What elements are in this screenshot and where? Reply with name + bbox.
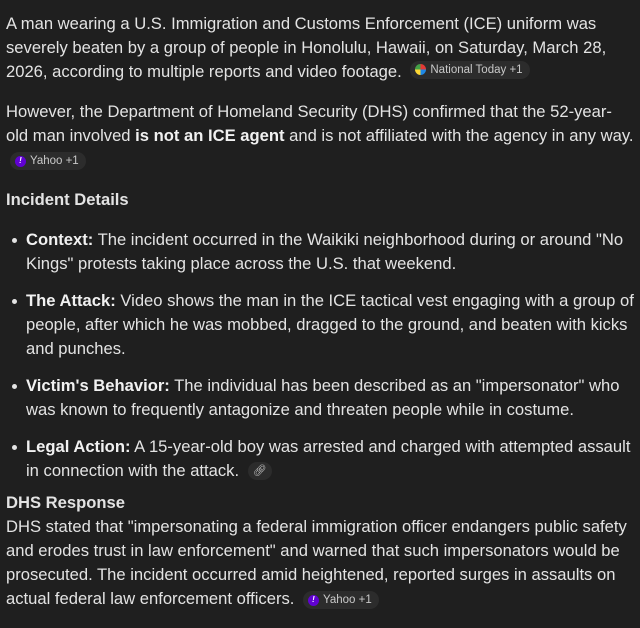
list-item-label: Victim's Behavior:: [26, 376, 170, 395]
dhs-confirm-paragraph: [6, 100, 634, 172]
yahoo-icon: !: [308, 595, 319, 606]
yahoo-icon: !: [15, 156, 26, 167]
source-chip-yahoo[interactable]: [303, 591, 379, 609]
dhs-response-heading: DHS Response: [6, 493, 125, 512]
incident-details-list: [6, 228, 634, 483]
list-item-context: [26, 228, 634, 276]
intro-text: A man wearing a U.S. Immigration and Customs Enforcement (ICE) uniform was severely beaten by a group of people in Honolulu, Hawaii, on Saturday, March 28, 2026, according to multiple reports and video footage.: [6, 14, 607, 81]
intro-paragraph: [6, 12, 634, 84]
list-item-label: Context:: [26, 230, 94, 249]
list-item-text: The incident occurred in the Waikiki neighborhood during or around "No Kings" protests taking place across the U.S. that weekend.: [26, 230, 624, 273]
dhs-response-paragraph: [6, 515, 634, 611]
link-icon: 🔗︎: [252, 465, 267, 477]
list-item-text: Video shows the man in the ICE tactical vest engaging with a group of people, after which he was mobbed, dragged to the ground, and beaten with kicks and punches.: [26, 291, 634, 358]
list-item-legal-action: [26, 435, 634, 483]
source-chip-label: National Today +1: [430, 63, 523, 76]
dhs-confirm-bold: is not an ICE agent: [135, 126, 285, 145]
list-item-text: A 15-year-old boy was arrested and charged with attempted assault in connection with the attack.: [26, 437, 631, 480]
source-chip-label: Yahoo +1: [30, 155, 79, 167]
list-item-label: The Attack:: [26, 291, 116, 310]
incident-details-heading: Incident Details: [6, 190, 129, 209]
list-item-victim-behavior: [26, 374, 634, 422]
source-chip-national-today[interactable]: [410, 61, 529, 79]
national-today-icon: [415, 64, 426, 75]
dhs-confirm-text-before: However, the Department of Homeland Security (DHS) confirmed that the 52-year-old man involved: [6, 102, 612, 145]
source-link-chip[interactable]: [248, 462, 272, 480]
source-chip-yahoo[interactable]: [10, 152, 86, 170]
list-item-attack: [26, 289, 634, 361]
dhs-response-text: DHS stated that "impersonating a federal immigration officer endangers public safety and erodes trust in law enforcement" and warned that such impersonators would be prosecuted. The incident occurred amid heightened, reported surges in assaults on actual federal law enforcement officers.: [6, 517, 627, 608]
list-item-label: Legal Action:: [26, 437, 131, 456]
dhs-confirm-text-after: and is not affiliated with the agency in any way.: [284, 126, 634, 145]
list-item-text: The individual has been described as an "impersonator" who was known to frequently antagonize and threaten people while in costume.: [26, 376, 620, 419]
source-chip-label: Yahoo +1: [323, 594, 372, 606]
